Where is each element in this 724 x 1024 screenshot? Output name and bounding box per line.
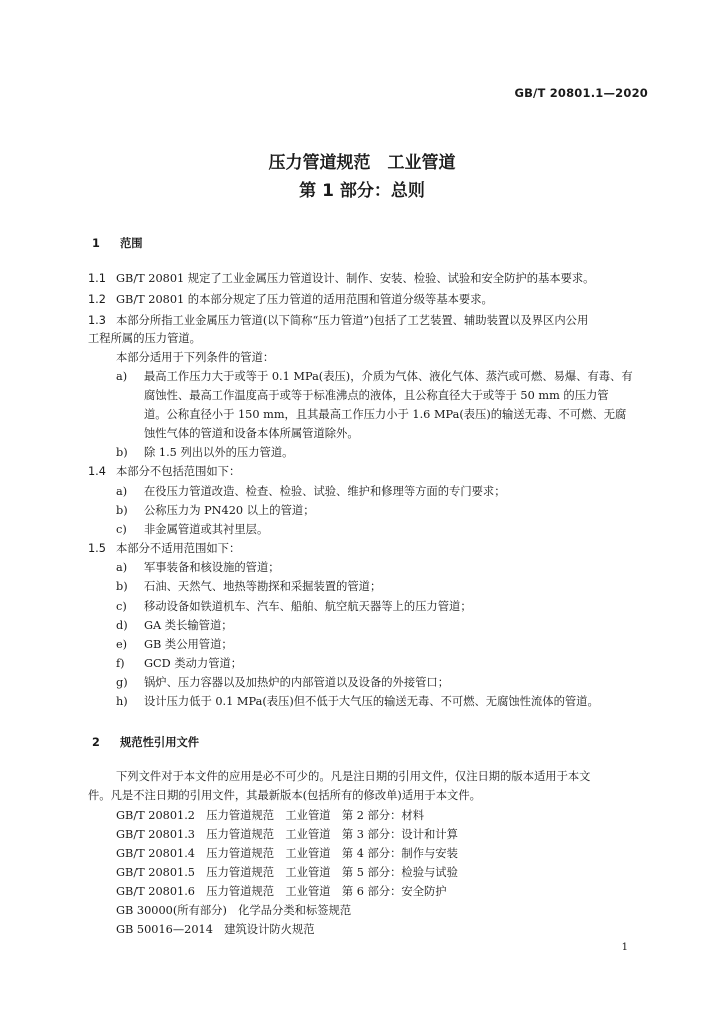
list-item-a-line4: 蚀性气体的管道和设备本体所属管道除外。 bbox=[144, 427, 359, 440]
reference-item: GB 30000(所有部分) 化学品分类和标签规范 bbox=[116, 904, 352, 917]
reference-item: GB/T 20801.4 压力管道规范 工业管道 第 4 部分：制作与安装 bbox=[116, 847, 458, 860]
clause-1-3-cont: 工程所属的压力管道。 bbox=[88, 332, 201, 345]
reference-item: GB/T 20801.2 压力管道规范 工业管道 第 2 部分：材料 bbox=[116, 809, 424, 822]
normative-intro-line2: 件。凡是不注日期的引用文件，其最新版本(包括所有的修改单)适用于本文件。 bbox=[88, 789, 481, 802]
scope-exclusion-b: b) 石油、天然气、地热等勘探和采掘装置的管道； bbox=[116, 580, 382, 593]
document-title: 压力管道规范 工业管道 bbox=[268, 153, 456, 173]
clause-1-5: 1.5 本部分不适用范围如下： bbox=[88, 542, 241, 555]
reference-item: GB 50016—2014 建筑设计防火规范 bbox=[116, 923, 315, 936]
page-number: 1 bbox=[621, 942, 628, 953]
scope-exclusion-a: a) 军事装备和核设施的管道； bbox=[116, 561, 280, 574]
scope-exclusion-d: d) GA 类长输管道； bbox=[116, 619, 233, 632]
scope-exclusion-e: e) GB 类公用管道； bbox=[116, 638, 233, 651]
clause-1-3: 1.3 本部分所指工业金属压力管道(以下简称“压力管道”)包括了工艺装置、辅助装置以及界区内公用 bbox=[88, 314, 589, 327]
list-item-b: b) 除 1.5 列出以外的压力管道。 bbox=[116, 446, 294, 459]
list-item-a-line3: 道。公称直径小于 150 mm，且其最高工作压力小于 1.6 MPa(表压)的输送无毒、不可燃、无腐 bbox=[144, 408, 627, 421]
list-item-a-line2: 腐蚀性、最高工作温度高于或等于标准沸点的液体，且公称直径大于或等于 50 mm 的压力管 bbox=[144, 389, 609, 402]
scope-exclusion-h: h) 设计压力低于 0.1 MPa(表压)但不低于大气压的输送无毒、不可燃、无腐蚀性流体的管道。 bbox=[116, 695, 599, 708]
scope-exclusion-f: f) GCD 类动力管道； bbox=[116, 657, 243, 670]
scope-exclusion-g: g) 锅炉、压力容器以及加热炉的内部管道以及设备的外接管口； bbox=[116, 676, 450, 689]
clause-1-1: 1.1 GB/T 20801 规定了工业金属压力管道设计、制作、安装、检验、试验和安全防护的基本要求。 bbox=[88, 272, 595, 285]
document-subtitle: 第 1 部分：总则 bbox=[299, 181, 425, 201]
scope-exclusion-c: c) 移动设备如铁道机车、汽车、船舶、航空航天器等上的压力管道； bbox=[116, 600, 472, 613]
list-item-a: a) 最高工作压力大于或等于 0.1 MPa(表压)，介质为气体、液化气体、蒸汽或可燃、易爆、有毒、有 bbox=[116, 370, 633, 383]
exclusion-item-b: b) 公称压力为 PN420 以上的管道； bbox=[116, 504, 315, 517]
clause-1-2: 1.2 GB/T 20801 的本部分规定了压力管道的适用范围和管道分级等基本要求。 bbox=[88, 293, 493, 306]
reference-item: GB/T 20801.6 压力管道规范 工业管道 第 6 部分：安全防护 bbox=[116, 885, 447, 898]
section-1-heading: 1 范围 bbox=[92, 237, 143, 250]
exclusion-item-a: a) 在役压力管道改造、检查、检验、试验、维护和修理等方面的专门要求； bbox=[116, 485, 506, 498]
reference-item: GB/T 20801.5 压力管道规范 工业管道 第 5 部分：检验与试验 bbox=[116, 866, 458, 879]
normative-intro-line1: 下列文件对于本文件的应用是必不可少的。凡是注日期的引用文件，仅注日期的版本适用于本文 bbox=[116, 770, 591, 783]
section-2-heading: 2 规范性引用文件 bbox=[92, 736, 200, 749]
clause-1-4: 1.4 本部分不包括范围如下： bbox=[88, 465, 241, 478]
exclusion-item-c: c) 非金属管道或其衬里层。 bbox=[116, 523, 269, 536]
standard-number: GB/T 20801.1—2020 bbox=[514, 86, 648, 100]
reference-item: GB/T 20801.3 压力管道规范 工业管道 第 3 部分：设计和计算 bbox=[116, 828, 458, 841]
clause-1-3-intro: 本部分适用于下列条件的管道： bbox=[116, 351, 275, 364]
